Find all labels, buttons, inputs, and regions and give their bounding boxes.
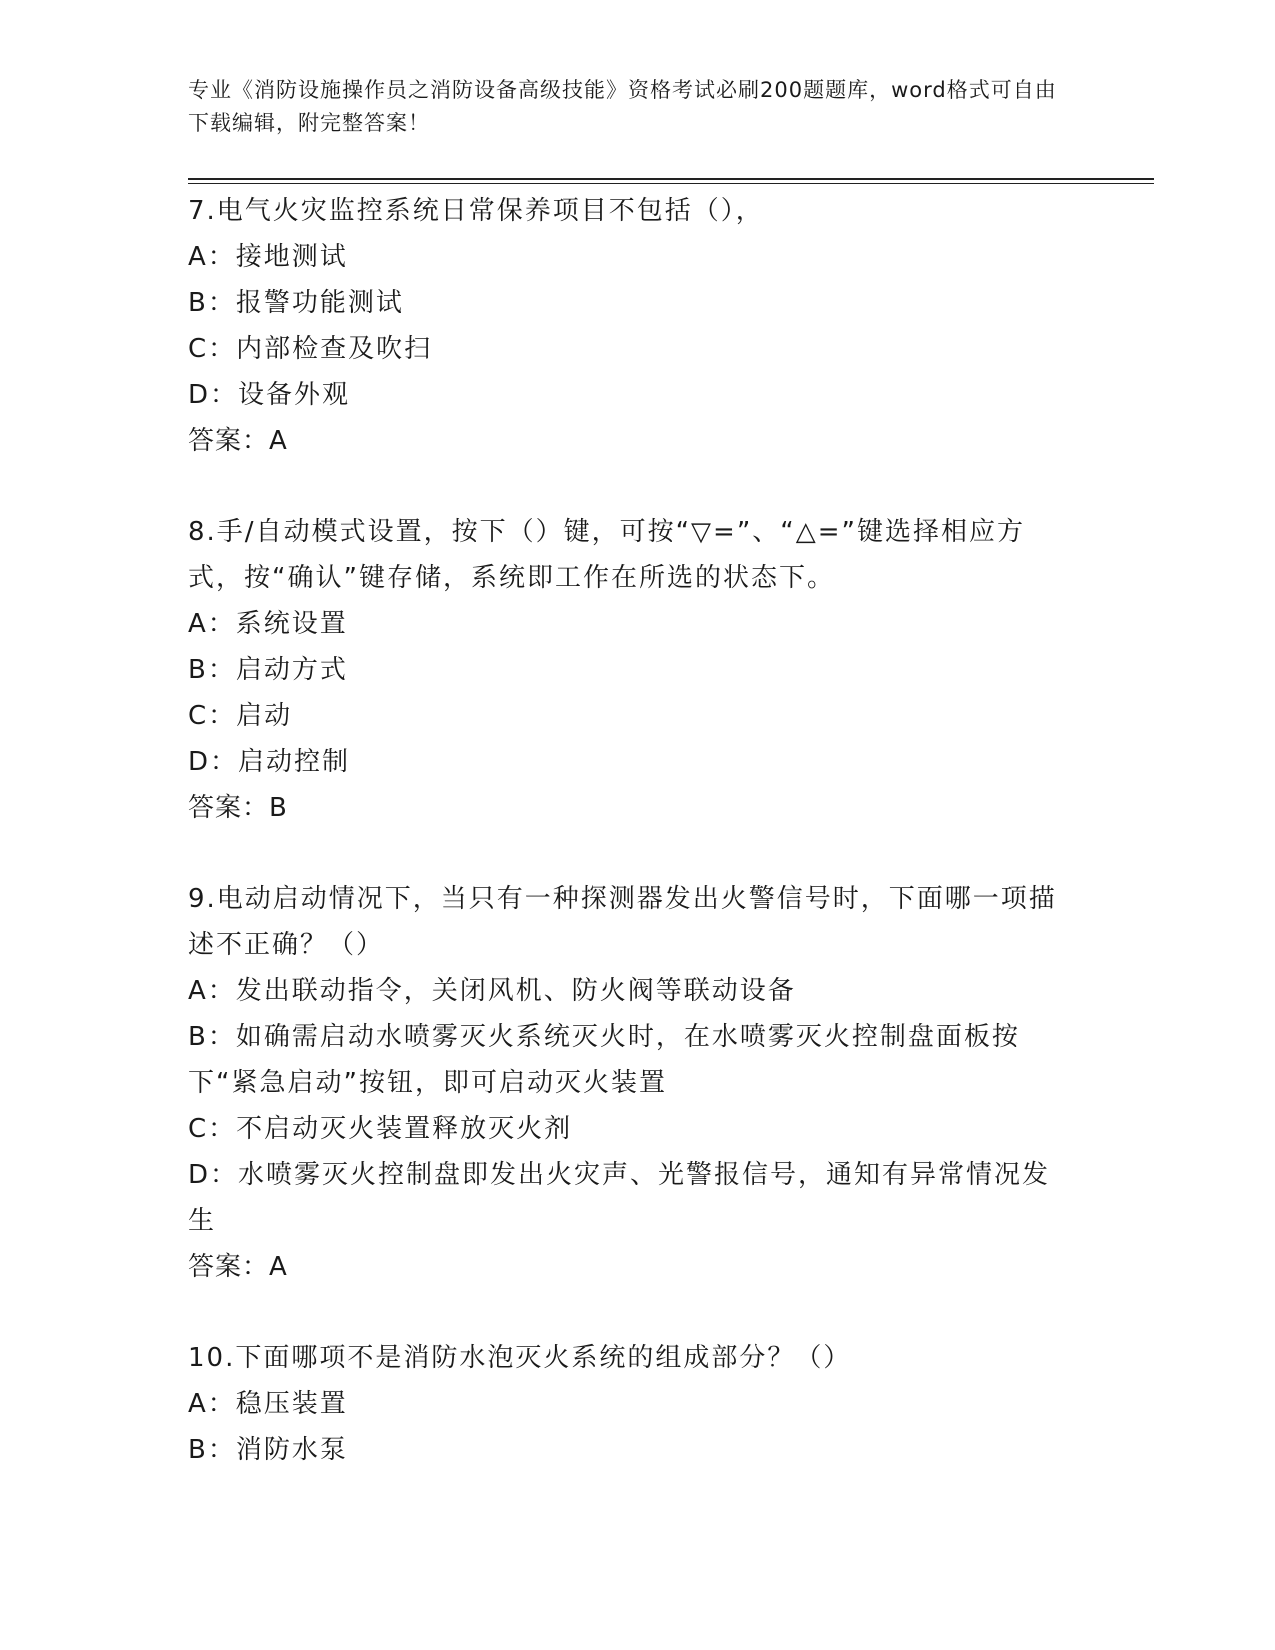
question-spacer xyxy=(188,1290,1068,1335)
answer-line: 答案：A xyxy=(188,1252,288,1282)
option-c: C：内部检查及吹扫 xyxy=(188,334,433,364)
question-8 xyxy=(188,509,1068,831)
option-b: B：报警功能测试 xyxy=(188,288,404,318)
question-stem: 8.手/自动模式设置，按下（）键，可按“▽=”、“△=”键选择相应方式，按“确认”键存储，系统即工作在所选的状态下。 xyxy=(188,517,1026,593)
question-7 xyxy=(188,188,1068,464)
answer-line: 答案：A xyxy=(188,426,288,456)
question-spacer xyxy=(188,831,1068,876)
option-d: D：启动控制 xyxy=(188,747,351,777)
question-stem: 7.电气火灾监控系统日常保养项目不包括（）， xyxy=(188,196,764,226)
option-d: D：设备外观 xyxy=(188,380,351,410)
option-a: A：系统设置 xyxy=(188,609,348,639)
question-10 xyxy=(188,1335,1068,1473)
option-a: A：发出联动指令，关闭风机、防火阀等联动设备 xyxy=(188,976,796,1006)
option-b: B：如确需启动水喷雾灭火系统灭火时，在水喷雾灭火控制盘面板按下“紧急启动”按钮，即可启动灭火装置 xyxy=(188,1022,1020,1098)
option-b: B：启动方式 xyxy=(188,655,348,685)
option-c: C：启动 xyxy=(188,701,293,731)
question-stem: 10.下面哪项不是消防水泡灭火系统的组成部分？（） xyxy=(188,1343,852,1373)
header-divider-thick xyxy=(188,178,1154,180)
answer-line: 答案：B xyxy=(188,793,288,823)
option-a: A：接地测试 xyxy=(188,242,348,272)
question-stem: 9.电动启动情况下，当只有一种探测器发出火警信号时，下面哪一项描述不正确？（） xyxy=(188,884,1057,960)
question-spacer xyxy=(188,464,1068,509)
option-b: B：消防水泵 xyxy=(188,1435,348,1465)
option-c: C：不启动灭火装置释放灭火剂 xyxy=(188,1114,573,1144)
header-divider-thin xyxy=(188,183,1154,184)
document-header: 专业《消防设施操作员之消防设备高级技能》资格考试必刷200题题库，word格式可自由下载编辑，附完整答案！ xyxy=(188,78,1057,135)
question-9 xyxy=(188,876,1068,1290)
option-a: A：稳压装置 xyxy=(188,1389,348,1419)
question-list xyxy=(188,188,1068,1473)
option-d: D：水喷雾灭火控制盘即发出火灾声、光警报信号，通知有异常情况发生 xyxy=(188,1160,1051,1236)
